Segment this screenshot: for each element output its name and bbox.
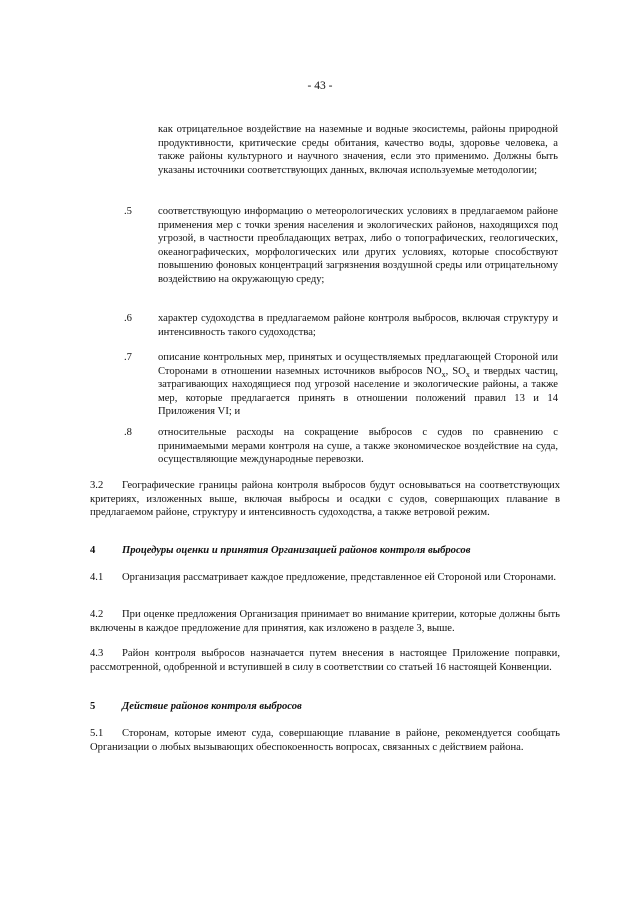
item-number: .8: [124, 427, 132, 438]
section-paragraph: 4.2 При оценке предложения Организация принимает во внимание критерии, которые должны быть включены в каждое предложение для принятия, как изложено в разделе 3, выше.: [90, 609, 560, 634]
item-text: описание контрольных мер, принятых и осуществляемых предлагающей Стороной или Сторонами в отношении наземных источников выбросов $NO_x$, $SO_x$ и твердых частиц, затрагивающих находящиеся под угрозой население и экологические районы, а также мер, которые предлагается принять в отношении положений правил 13 и 14 Приложения VI; и: [158, 352, 559, 418]
section-heading: 4 Процедуры оценки и принятия Организацией районов контроля выбросов: [90, 545, 471, 556]
section-number: 4.2: [90, 609, 104, 620]
section-paragraph: 4.1 Организация рассматривает каждое предложение, представленное ей Стороной или Сторонами.: [90, 572, 557, 583]
section-paragraph: 5.1 Сторонам, которые имеют суда, совершающие плавание в районе, рекомендуется сообщать Организации о любых вызывающих обеспокоенность вопросах, связанных с действием района.: [90, 728, 560, 753]
item-number: .5: [124, 206, 132, 217]
section-number: 4.3: [90, 648, 104, 659]
section-number: 5.1: [90, 728, 104, 739]
section-paragraph: 4.3 Район контроля выбросов назначается путем внесения в настоящее Приложение поправки, рассмотренной, одобренной и вступившей в силу в соответствии со статьей 16 настоящей Конвенции.: [90, 648, 560, 673]
continuation-paragraph: как отрицательное воздействие на наземные и водные экосистемы, районы природной продуктивности, критические среды обитания, качество воды, здоровье человека, а также районы культурного и научного значения, если это применимо. Должны быть указаны источники соответствующих данных, включая используемые методологии;: [158, 124, 558, 176]
section-number: 4.1: [90, 572, 104, 583]
item-text: соответствующую информацию о метеорологических условиях в предлагаемом районе применения мер с точки зрения населения и экологических районов, находящихся под угрозой, в частности преобладающих ветрах, либо о топографических, геологических, океанографических, морфологических или других условиях, которые способствуют повышению фоновых концентраций загрязнения воздушной среды или отрицательному воздействию на окружающую среду;: [158, 206, 558, 285]
section-heading: 5 Действие районов контроля выбросов: [90, 701, 302, 712]
section-paragraph: 3.2 Географические границы района контроля выбросов будут основываться на соответствующих критериях, изложенных выше, включая выбросы и осадки с судов, совершающих плавание в предлагаемом районе, структуру и интенсивность судоходства, а также ветровой режим.: [90, 480, 560, 519]
section-number: 4: [90, 545, 96, 556]
item-number: .7: [124, 352, 132, 363]
page-number: - 43 -: [307, 80, 333, 92]
item-number: .6: [124, 313, 132, 324]
item-text: относительные расходы на сокращение выбросов с судов по сравнению с принимаемыми мерами контроля на суше, а также экономическое воздействие на суда, осуществляющие международные перевозки.: [158, 427, 558, 466]
section-number: 3.2: [90, 480, 104, 491]
section-number: 5: [90, 701, 96, 712]
item-text: характер судоходства в предлагаемом районе контроля выбросов, включая структуру и интенсивность такого судоходства;: [158, 313, 558, 338]
